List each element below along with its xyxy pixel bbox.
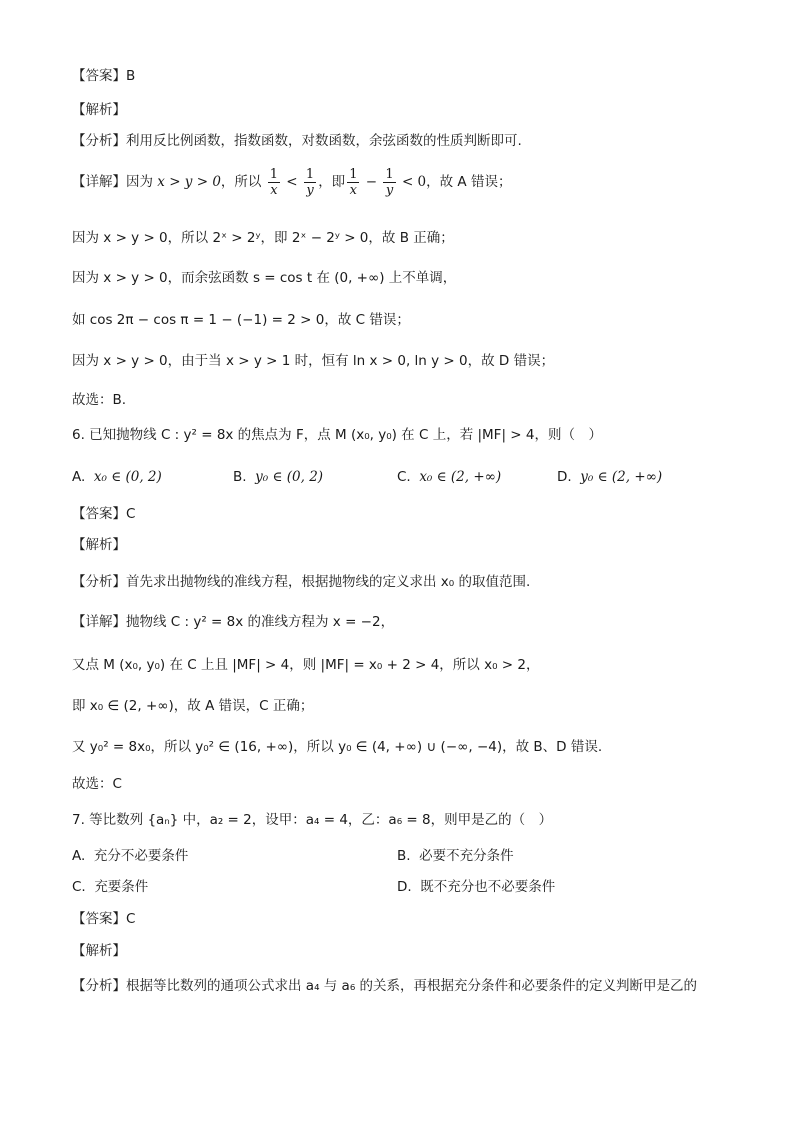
q7-fenxi: 【分析】根据等比数列的通项公式求出 a₄ 与 a₆ 的关系，再根据充分条件和必要条件的定义判断甲是乙的 bbox=[72, 978, 698, 994]
q7-stem: 7. 等比数列 {aₙ} 中，a₂ = 2，设甲：a₄ = 4，乙：a₆ = 8，则甲是乙的（ ） bbox=[72, 812, 553, 828]
fraction: $\frac{1}{x}$ bbox=[269, 166, 278, 198]
q7-option-d: D. 既不充分也不必要条件 bbox=[397, 879, 556, 895]
q5-detail-line-2: 因为 x > y > 0，所以 2ˣ > 2ʸ，即 2ˣ − 2ʸ > 0，故 B 正确； bbox=[72, 230, 454, 246]
q6-choice: 故选：C bbox=[72, 776, 122, 792]
q5-answer: 【答案】B bbox=[72, 68, 136, 84]
q6-option-d: D. y₀ ∈ (2, +∞) bbox=[557, 469, 663, 485]
q6-detail-line-1: 【详解】抛物线 C : y² = 8x 的准线方程为 x = −2， bbox=[72, 614, 395, 630]
q6-option-c: C. x₀ ∈ (2, +∞) bbox=[397, 469, 502, 485]
q6-stem: 6. 已知抛物线 C : y² = 8x 的焦点为 F，点 M (x₀, y₀) 在 C 上，若 |MF| > 4，则（ ） bbox=[72, 427, 602, 443]
q6-answer: 【答案】C bbox=[72, 506, 136, 522]
q5-detail-line-3: 因为 x > y > 0，而余弦函数 s = cos t 在 (0, +∞) 上不单调， bbox=[72, 270, 457, 286]
q6-analysis-heading: 【解析】 bbox=[72, 537, 126, 553]
fraction: $\frac{1}{y}$ bbox=[305, 166, 315, 198]
q5-detail-line-1: 【详解】因为 x > y > 0，所以 $\frac{1}{x}$ < $\frac{1}{y}$ ，即 $\frac{1}{x}$ − $\frac{1}{y}$ < 0，故 A 错误； bbox=[72, 166, 512, 198]
detail-tag: 【详解】 bbox=[72, 174, 126, 190]
q5-analysis-heading: 【解析】 bbox=[72, 102, 126, 118]
q6-detail-line-3: 即 x₀ ∈ (2, +∞)，故 A 错误，C 正确； bbox=[72, 698, 314, 714]
q5-choice: 故选：B. bbox=[72, 392, 127, 408]
q6-detail-line-2: 又点 M (x₀, y₀) 在 C 上且 |MF| > 4，则 |MF| = x₀ + 2 > 4，所以 x₀ > 2， bbox=[72, 657, 540, 673]
q5-fenxi: 【分析】利用反比例函数，指数函数，对数函数，余弦函数的性质判断即可. bbox=[72, 133, 522, 149]
q7-analysis-heading: 【解析】 bbox=[72, 943, 126, 959]
q7-option-b: B. 必要不充分条件 bbox=[397, 848, 514, 864]
q6-option-b: B. y₀ ∈ (0, 2) bbox=[233, 469, 324, 485]
q6-detail-line-4: 又 y₀² = 8x₀，所以 y₀² ∈ (16, +∞)，所以 y₀ ∈ (4, +∞) ∪ (−∞, −4)，故 B、D 错误. bbox=[72, 739, 603, 755]
q7-option-a: A. 充分不必要条件 bbox=[72, 848, 189, 864]
q7-answer: 【答案】C bbox=[72, 911, 136, 927]
q7-option-c: C. 充要条件 bbox=[72, 879, 149, 895]
q6-fenxi: 【分析】首先求出抛物线的准线方程，根据抛物线的定义求出 x₀ 的取值范围. bbox=[72, 574, 531, 590]
fraction: $\frac{1}{x}$ bbox=[349, 166, 358, 198]
q5-detail-line-5: 因为 x > y > 0，由于当 x > y > 1 时，恒有 ln x > 0, ln y > 0，故 D 错误； bbox=[72, 353, 555, 369]
q5-detail-line-4: 如 cos 2π − cos π = 1 − (−1) = 2 > 0，故 C 错误； bbox=[72, 312, 410, 328]
q6-option-a: A. x₀ ∈ (0, 2) bbox=[72, 469, 162, 485]
fraction: $\frac{1}{y}$ bbox=[385, 166, 394, 198]
